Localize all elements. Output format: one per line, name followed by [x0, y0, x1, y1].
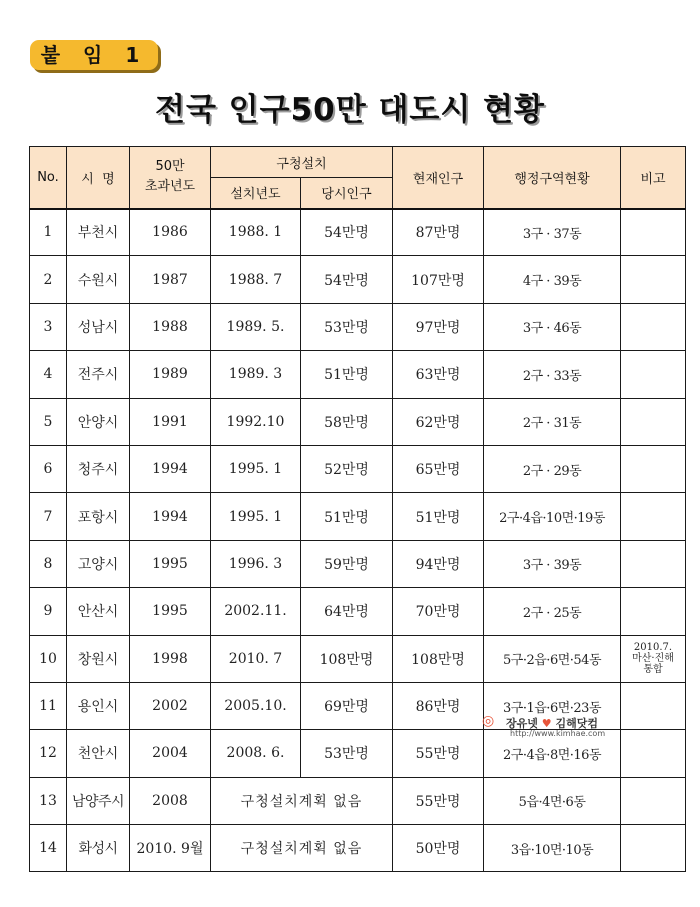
table-row: [30, 588, 686, 635]
watermark-name-left: 장유넷: [506, 717, 538, 730]
cell-current-pop: 65만명: [393, 445, 484, 492]
cell-admin: 3구 · 46동: [484, 303, 621, 350]
cell-exceed-year: 1988: [130, 303, 211, 350]
cell-exceed-year: 1994: [130, 445, 211, 492]
cell-city: 청주시: [67, 445, 130, 492]
cell-note: [621, 540, 686, 587]
cell-exceed-year: 2004: [130, 730, 211, 777]
cell-admin: 2구·4읍·10면·19동: [484, 493, 621, 540]
cell-setup-year: 1992.10: [211, 398, 301, 445]
cell-current-pop: 94만명: [393, 540, 484, 587]
cell-no: 11: [30, 682, 67, 729]
cell-admin: 2구·4읍·8면·16동: [484, 730, 621, 777]
table-row: [30, 209, 686, 256]
cell-city: 안양시: [67, 398, 130, 445]
cell-admin: 3구 · 39동: [484, 540, 621, 587]
cell-city: 전주시: [67, 351, 130, 398]
cell-ward-plan: 구청설치계획 없음: [211, 825, 393, 872]
cell-note: [621, 682, 686, 729]
cell-city: 성남시: [67, 303, 130, 350]
table-body: [30, 209, 686, 872]
attachment-tag: 붙 임 1: [30, 40, 158, 70]
cell-exceed-year: 1986: [130, 209, 211, 256]
col-exceed-year: 50만 초과년도: [130, 147, 211, 209]
cell-admin: 3구·1읍·6면·23동: [484, 682, 621, 729]
cell-current-pop: 97만명: [393, 303, 484, 350]
cell-current-pop: 50만명: [393, 825, 484, 872]
cell-no: 9: [30, 588, 67, 635]
table-row: [30, 445, 686, 492]
cell-no: 7: [30, 493, 67, 540]
cell-no: 13: [30, 777, 67, 824]
cell-note: [621, 730, 686, 777]
col-ward-setup: 구청설치: [211, 147, 393, 178]
col-no: No.: [30, 147, 67, 209]
cell-no: 14: [30, 825, 67, 872]
cell-setup-year: 2008. 6.: [211, 730, 301, 777]
watermark-logo-icon: ◎: [482, 713, 495, 729]
cell-ward-plan: 구청설치계획 없음: [211, 777, 393, 824]
heart-icon: ♥: [541, 717, 552, 730]
cell-no: 12: [30, 730, 67, 777]
table-row: [30, 825, 686, 872]
cell-admin: 2구 · 29동: [484, 445, 621, 492]
cell-setup-year: 1995. 1: [211, 445, 301, 492]
cell-exceed-year: 1995: [130, 540, 211, 587]
cell-admin: 3구 · 37동: [484, 209, 621, 256]
cell-note: 2010.7. 마산·진해 통합: [621, 635, 686, 682]
cell-exceed-year: 1987: [130, 256, 211, 303]
cell-setup-pop: 54만명: [301, 209, 393, 256]
cell-exceed-year: 2010. 9월: [130, 825, 211, 872]
cell-exceed-year: 1994: [130, 493, 211, 540]
table-row: [30, 540, 686, 587]
cell-no: 8: [30, 540, 67, 587]
cell-current-pop: 63만명: [393, 351, 484, 398]
cell-setup-year: 1988. 1: [211, 209, 301, 256]
cell-setup-year: 2010. 7: [211, 635, 301, 682]
cell-city: 부천시: [67, 209, 130, 256]
cell-note: [621, 588, 686, 635]
col-city: 시 명: [67, 147, 130, 209]
cell-current-pop: 87만명: [393, 209, 484, 256]
col-setup-pop: 당시인구: [301, 178, 393, 209]
cell-admin: 2구 · 25동: [484, 588, 621, 635]
cell-current-pop: 62만명: [393, 398, 484, 445]
cell-setup-pop: 51만명: [301, 493, 393, 540]
cell-note: [621, 493, 686, 540]
cell-exceed-year: 1995: [130, 588, 211, 635]
table-row: [30, 256, 686, 303]
col-setup-year: 설치년도: [211, 178, 301, 209]
cell-current-pop: 51만명: [393, 493, 484, 540]
cell-city: 수원시: [67, 256, 130, 303]
cell-setup-pop: 108만명: [301, 635, 393, 682]
cell-setup-pop: 64만명: [301, 588, 393, 635]
cell-setup-year: 1989. 3: [211, 351, 301, 398]
cell-note: [621, 445, 686, 492]
cell-note: [621, 777, 686, 824]
col-admin: 행정구역현황: [484, 147, 621, 209]
table-row: [30, 493, 686, 540]
cell-setup-pop: 58만명: [301, 398, 393, 445]
table-row: [30, 351, 686, 398]
cell-no: 5: [30, 398, 67, 445]
cell-exceed-year: 1989: [130, 351, 211, 398]
cell-setup-pop: 51만명: [301, 351, 393, 398]
cell-setup-pop: 52만명: [301, 445, 393, 492]
table-row: [30, 398, 686, 445]
cell-admin: 2구 · 33동: [484, 351, 621, 398]
cell-city: 창원시: [67, 635, 130, 682]
cell-setup-year: 1996. 3: [211, 540, 301, 587]
cell-admin: 4구 · 39동: [484, 256, 621, 303]
cell-setup-year: 1988. 7: [211, 256, 301, 303]
cell-exceed-year: 1991: [130, 398, 211, 445]
page-title: 전국 인구50만 대도시 현황: [155, 92, 545, 128]
cell-current-pop: 70만명: [393, 588, 484, 635]
cell-note: [621, 209, 686, 256]
cell-current-pop: 107만명: [393, 256, 484, 303]
cell-admin: 5읍·4면·6동: [484, 777, 621, 824]
table-row: [30, 730, 686, 777]
table-row: [30, 635, 686, 682]
cell-note: [621, 351, 686, 398]
cell-city: 포항시: [67, 493, 130, 540]
table-row: [30, 303, 686, 350]
cell-city: 용인시: [67, 682, 130, 729]
cell-admin: 3읍·10면·10동: [484, 825, 621, 872]
cell-current-pop: 55만명: [393, 730, 484, 777]
cell-no: 10: [30, 635, 67, 682]
cell-setup-year: 2005.10.: [211, 682, 301, 729]
cell-note: [621, 398, 686, 445]
cell-setup-pop: 53만명: [301, 303, 393, 350]
cell-current-pop: 86만명: [393, 682, 484, 729]
cell-no: 3: [30, 303, 67, 350]
cell-exceed-year: 2002: [130, 682, 211, 729]
cell-no: 2: [30, 256, 67, 303]
cell-no: 1: [30, 209, 67, 256]
table-row: [30, 682, 686, 729]
cell-setup-pop: 69만명: [301, 682, 393, 729]
col-current-pop: 현재인구: [393, 147, 484, 209]
cell-admin: 2구 · 31동: [484, 398, 621, 445]
cell-note: [621, 303, 686, 350]
cell-setup-year: 1989. 5.: [211, 303, 301, 350]
cell-city: 남양주시: [67, 777, 130, 824]
cell-current-pop: 55만명: [393, 777, 484, 824]
table-row: [30, 777, 686, 824]
cell-admin: 5구·2읍·6면·54동: [484, 635, 621, 682]
cell-exceed-year: 2008: [130, 777, 211, 824]
cell-city: 안산시: [67, 588, 130, 635]
cell-setup-pop: 54만명: [301, 256, 393, 303]
watermark-url: http://www.kimhae.com: [510, 729, 606, 738]
cell-city: 화성시: [67, 825, 130, 872]
cell-setup-pop: 53만명: [301, 730, 393, 777]
cell-setup-year: 1995. 1: [211, 493, 301, 540]
watermark-name-right: 김해닷컴: [555, 717, 598, 730]
cell-setup-pop: 59만명: [301, 540, 393, 587]
cell-setup-year: 2002.11.: [211, 588, 301, 635]
cell-city: 천안시: [67, 730, 130, 777]
cell-no: 6: [30, 445, 67, 492]
cell-note: [621, 825, 686, 872]
col-note: 비고: [621, 147, 686, 209]
cell-exceed-year: 1998: [130, 635, 211, 682]
cell-note: [621, 256, 686, 303]
cell-current-pop: 108만명: [393, 635, 484, 682]
cell-no: 4: [30, 351, 67, 398]
city-table: [29, 146, 686, 872]
cell-city: 고양시: [67, 540, 130, 587]
